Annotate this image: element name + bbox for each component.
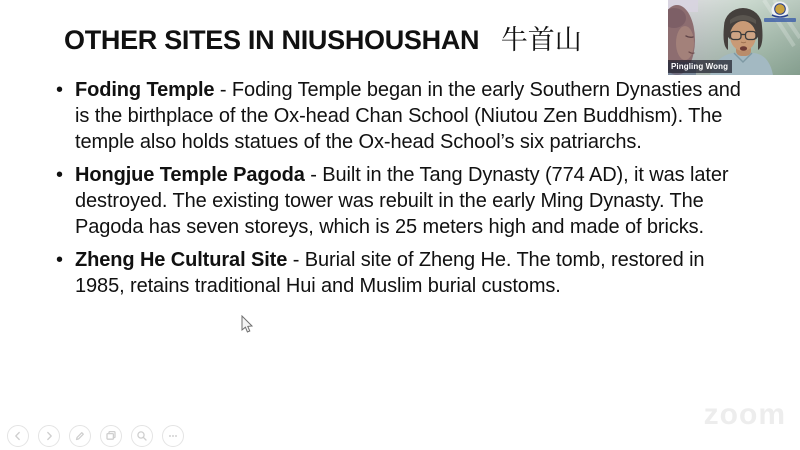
pen-icon [74,430,86,442]
slide-bullet-list [55,77,752,306]
webcam-thumbnail[interactable] [668,0,800,75]
presenter-toolbar [7,425,184,447]
bullet-hongjue-pagoda [55,162,752,240]
more-options-button[interactable] [162,425,184,447]
bullet-desc: - Built in the Tang Dynasty (774 AD), it was later destroyed. The existing tower was rebuilt in the early Ming Dynasty. The Pagoda has seven storeys, which is 25 meters high and made of bricks. [75,164,729,238]
slide-title [64,24,582,56]
bullet-foding-temple [55,77,752,155]
bullet-zheng-he-site [55,247,752,299]
mouse-cursor [240,315,254,335]
slide-title-text: OTHER SITES IN NIUSHOUSHAN [64,25,480,55]
bullet-desc: - Burial site of Zheng He. The tomb, restored in 1985, retains traditional Hui and Muslim burial customs. [75,249,705,297]
pen-annotate-button[interactable] [69,425,91,447]
see-all-slides-button[interactable] [100,425,122,447]
bullet-desc: - Foding Temple began in the early Southern Dynasties and is the birthplace of the Ox-head Chan School (Niutou Zen Buddhism). The temple also holds statues of the Ox-head School’s six patriarchs. [75,79,741,153]
previous-slide-button[interactable] [7,425,29,447]
bullet-term: Hongjue Temple Pagoda [75,164,305,186]
bullet-term: Foding Temple [75,79,215,101]
participant-name-tag: Pingling Wong [668,60,732,73]
bullet-term: Zheng He Cultural Site [75,249,288,271]
magnifier-icon [136,430,148,442]
chevron-left-icon [12,430,24,442]
zoom-watermark: zoom [703,398,786,431]
zoom-slide-button[interactable] [131,425,153,447]
see-all-slides-icon [105,430,117,442]
chevron-right-icon [43,430,55,442]
next-slide-button[interactable] [38,425,60,447]
slide-title-cjk: 牛首山 [500,25,582,55]
ellipsis-icon [167,430,179,442]
